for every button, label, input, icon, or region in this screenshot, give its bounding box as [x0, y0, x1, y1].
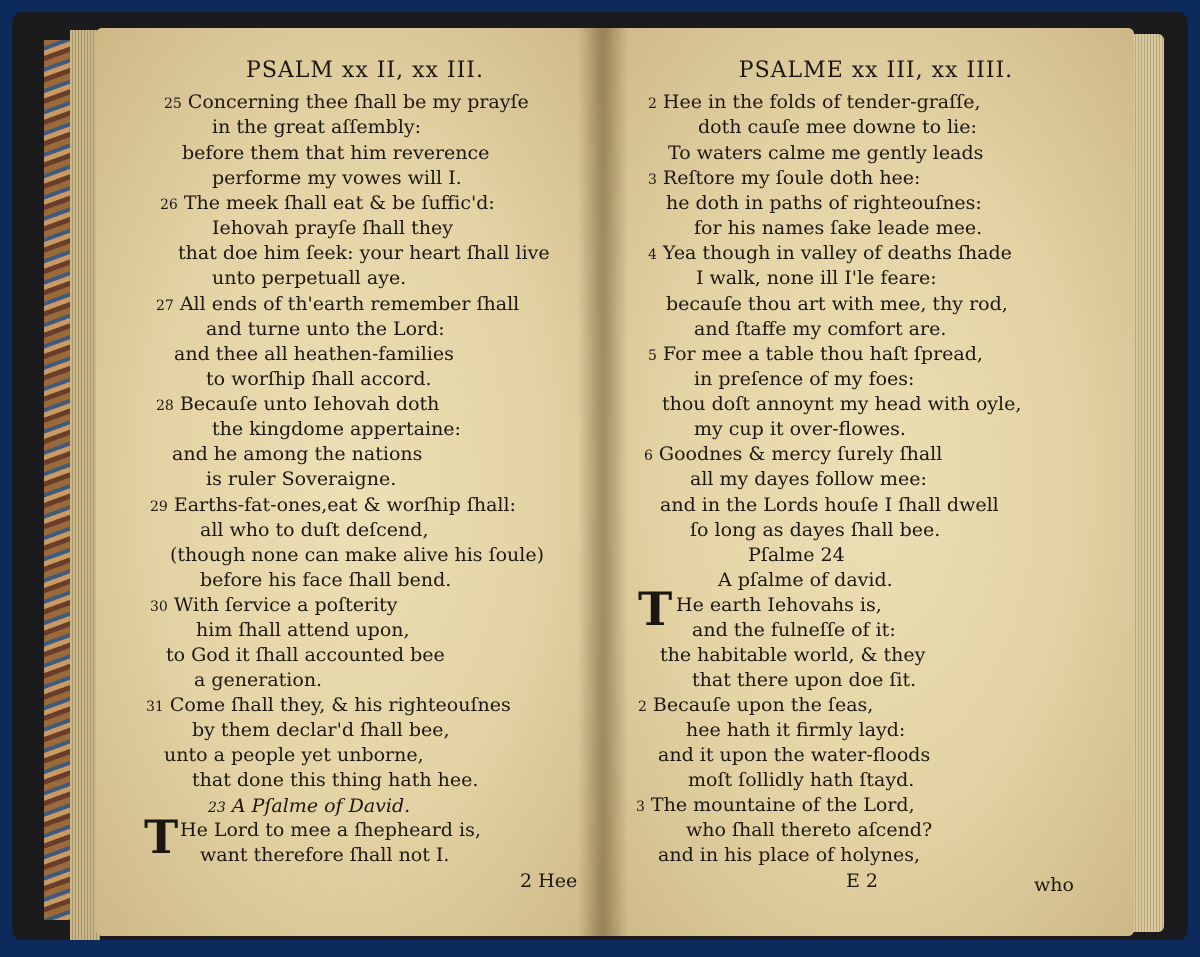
text-line: 2 Becauſe upon the ſeas, — [638, 693, 873, 720]
text-line: 31 Come ſhall they, & his righteouſnes — [146, 693, 511, 720]
text-line: in preſence of my foes: — [694, 368, 915, 390]
text-line: all who to duſt deſcend, — [200, 519, 429, 541]
text-line: the habitable world, & they — [660, 644, 926, 666]
left-page-header: PSALM xx II, xx III. — [246, 58, 484, 83]
text-line: and ſtaffe my comfort are. — [694, 318, 947, 340]
verse-number: 28 — [156, 398, 174, 414]
signature-mark: E 2 — [846, 870, 878, 892]
right-page-header: PSALME xx III, xx IIII. — [738, 58, 1014, 83]
text-line: and thee all heathen-families — [174, 343, 454, 365]
text-line: 2 Hee in the folds of tender-graſſe, — [648, 90, 981, 117]
text-line: unto perpetuall aye. — [212, 267, 407, 289]
verse-number: 30 — [150, 599, 168, 615]
psalm-24-title: A pſalme of david. — [718, 569, 893, 591]
text-line: thou doſt annoynt my head with oyle, — [662, 393, 1022, 415]
psalm-number: 23 — [208, 800, 226, 816]
psalm-24-heading: Pſalme 24 — [748, 544, 845, 566]
psalm-23-title: 23 A Pſalme of David. — [208, 794, 410, 821]
text-line: To waters calme me gently leads — [668, 142, 984, 164]
text-line: Iehovah prayſe ſhall they — [212, 217, 454, 239]
verse-number: 3 — [648, 172, 657, 188]
verse-number: 2 — [648, 96, 657, 112]
text-line: a generation. — [194, 669, 323, 691]
text-line: that there upon doe ſit. — [692, 669, 917, 691]
text-line: is ruler Soveraigne. — [206, 468, 397, 490]
text-line: performe my vowes will I. — [212, 167, 462, 189]
text-line: to worſhip ſhall accord. — [206, 368, 432, 390]
text-line: 26 The meek ſhall eat & be ſuffic'd: — [160, 191, 495, 218]
text-line: all my dayes follow mee: — [690, 468, 927, 490]
text-line: 4 Yea though in valley of deaths ſhade — [648, 241, 1012, 268]
text-line: I walk, none ill I'le feare: — [696, 267, 937, 289]
text-line: for his names ſake leade mee. — [694, 217, 983, 239]
text-line: 30 With ſervice a poſterity — [150, 593, 398, 620]
text-line: to God it ſhall accounted bee — [166, 644, 445, 666]
text-line: unto a people yet unborne, — [164, 744, 424, 766]
verse-number: 6 — [644, 448, 653, 464]
left-page — [96, 28, 602, 936]
verse-number: 27 — [156, 298, 174, 314]
verse-number: 31 — [146, 699, 164, 715]
text-line: and in his place of holynes, — [658, 844, 920, 866]
text-line: 29 Earths-fat-ones,eat & worſhip ſhall: — [150, 493, 516, 520]
verse-number: 3 — [636, 799, 645, 815]
catchword: who — [1034, 874, 1074, 896]
text-line: 28 Becauſe unto Iehovah doth — [156, 392, 439, 419]
text-line: 27 All ends of th'earth remember ſhall — [156, 292, 519, 319]
text-line: becauſe thou art with mee, thy rod, — [666, 293, 1008, 315]
verse-number: 26 — [160, 197, 178, 213]
text-line: my cup it over-flowes. — [694, 418, 906, 440]
verse-number: 25 — [164, 96, 182, 112]
book-gutter — [578, 28, 628, 936]
drop-cap: T — [638, 582, 673, 636]
text-line: and turne unto the Lord: — [206, 318, 445, 340]
text-line: hee hath it firmly layd: — [686, 719, 906, 741]
text-line: he doth in paths of righteouſnes: — [666, 192, 982, 214]
text-line: He Lord to mee a ſhepheard is, — [180, 819, 481, 841]
text-line: ſo long as dayes ſhall bee. — [690, 519, 941, 541]
right-page-edges — [1130, 34, 1164, 932]
text-line: doth cauſe mee downe to lie: — [698, 116, 977, 138]
text-line: and it upon the water-floods — [658, 744, 931, 766]
text-line: and in the Lords houſe I ſhall dwell — [660, 494, 999, 516]
text-line: before his face ſhall bend. — [200, 569, 452, 591]
text-line: who ſhall thereto aſcend? — [686, 819, 933, 841]
drop-cap: T — [144, 810, 179, 864]
text-line: 3 Reſtore my ſoule doth hee: — [648, 166, 920, 193]
verse-number: 5 — [648, 348, 657, 364]
text-line: in the great aſſembly: — [212, 116, 422, 138]
text-line: him ſhall attend upon, — [196, 619, 410, 641]
catchword: 2 Hee — [520, 870, 578, 892]
text-line: before them that him reverence — [182, 142, 490, 164]
text-line: 3 The mountaine of the Lord, — [636, 793, 915, 820]
text-line: 5 For mee a table thou haſt ſpread, — [648, 342, 983, 369]
verse-number: 4 — [648, 247, 657, 263]
text-line: 25 Concerning thee ſhall be my prayſe — [164, 90, 529, 117]
text-line: want therefore ſhall not I. — [200, 844, 450, 866]
verse-number: 2 — [638, 699, 647, 715]
text-line: by them declar'd ſhall bee, — [192, 719, 450, 741]
text-line: He earth Iehovahs is, — [676, 594, 882, 616]
text-line: (though none can make alive his ſoule) — [170, 544, 545, 566]
right-page — [602, 28, 1134, 936]
text-line: the kingdome appertaine: — [212, 418, 461, 440]
text-line: 6 Goodnes & mercy ſurely ſhall — [644, 442, 942, 469]
text-line: and the fulneſſe of it: — [692, 619, 896, 641]
verse-number: 29 — [150, 499, 168, 515]
text-line: moſt ſollidly hath ſtayd. — [688, 769, 915, 791]
text-line: that doe him ſeek: your heart ſhall live — [178, 242, 550, 264]
text-line: and he among the nations — [172, 443, 423, 465]
text-line: that done this thing hath hee. — [192, 769, 479, 791]
